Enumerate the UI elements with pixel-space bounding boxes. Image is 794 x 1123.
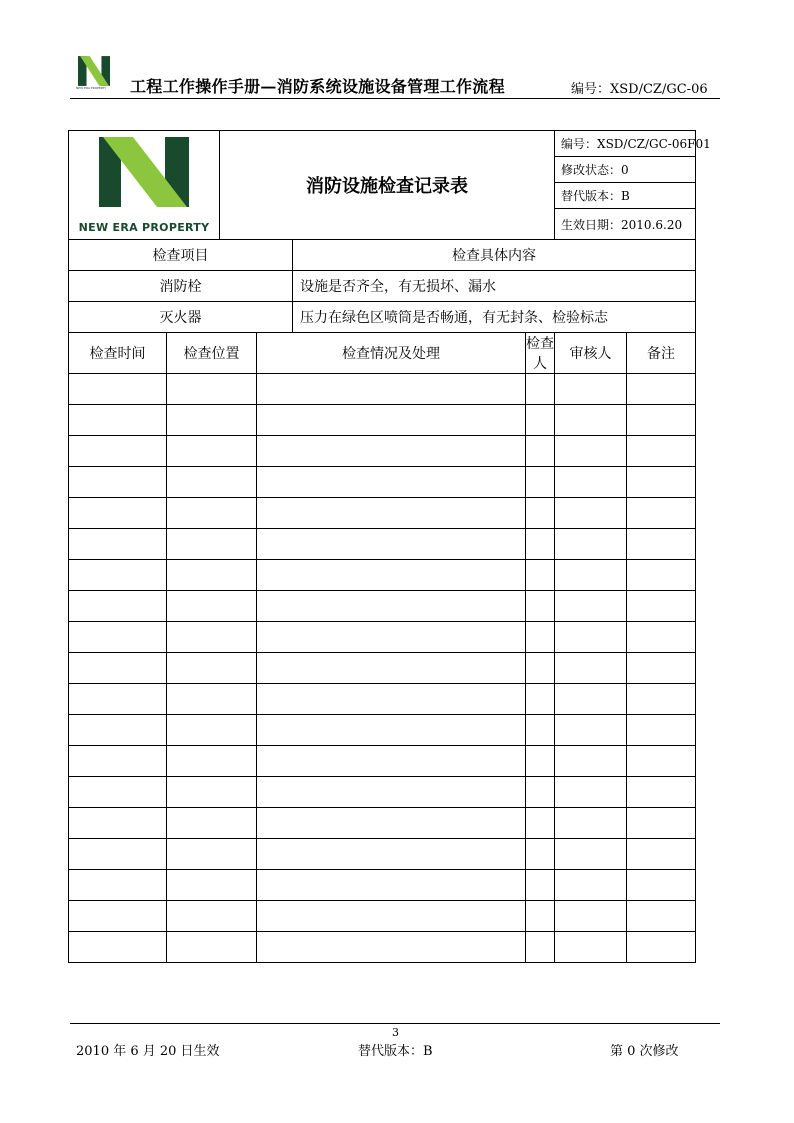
log-cell[interactable]	[257, 715, 526, 746]
log-col-time: 检查时间	[69, 333, 167, 374]
log-row	[69, 498, 696, 529]
log-cell[interactable]	[526, 498, 555, 529]
log-cell[interactable]	[526, 715, 555, 746]
log-cell[interactable]	[69, 839, 167, 870]
item-content: 设施是否齐全，有无损坏、漏水	[293, 271, 696, 302]
log-row	[69, 715, 696, 746]
log-cell[interactable]	[555, 560, 627, 591]
log-cell[interactable]	[526, 436, 555, 467]
log-cell[interactable]	[526, 839, 555, 870]
log-cell[interactable]	[69, 405, 167, 436]
header-code-label: 编号：	[571, 82, 611, 97]
log-cell[interactable]	[555, 777, 627, 808]
header-code	[571, 78, 708, 97]
log-cell[interactable]	[627, 405, 696, 436]
log-cell[interactable]	[257, 653, 526, 684]
log-cell[interactable]	[257, 777, 526, 808]
header-logo	[78, 56, 110, 90]
log-row	[69, 653, 696, 684]
log-cell[interactable]	[167, 622, 257, 653]
log-row	[69, 684, 696, 715]
log-cell[interactable]	[627, 467, 696, 498]
log-cell[interactable]	[257, 839, 526, 870]
log-col-reviewer: 审核人	[555, 333, 627, 374]
log-cell[interactable]	[69, 436, 167, 467]
log-cell[interactable]	[69, 901, 167, 932]
log-row	[69, 405, 696, 436]
log-cell[interactable]	[555, 405, 627, 436]
log-cell[interactable]	[69, 715, 167, 746]
log-cell[interactable]	[257, 901, 526, 932]
fire-inspection-form	[68, 130, 711, 963]
log-cell[interactable]	[627, 622, 696, 653]
header-code-value: XSD/CZ/GC-06	[610, 82, 708, 97]
log-cell[interactable]	[257, 622, 526, 653]
log-cell[interactable]	[257, 932, 526, 963]
log-cell[interactable]	[555, 746, 627, 777]
log-cell[interactable]	[627, 529, 696, 560]
log-row	[69, 560, 696, 591]
log-cell[interactable]	[627, 808, 696, 839]
log-cell[interactable]	[627, 653, 696, 684]
log-cell[interactable]	[69, 653, 167, 684]
log-row	[69, 932, 696, 963]
header-title: 工程工作操作手册—消防系统设施设备管理工作流程	[130, 77, 505, 96]
form-meta-effective-date: 生效日期：2010.6.20	[555, 209, 696, 240]
log-cell[interactable]	[627, 436, 696, 467]
log-cell[interactable]	[526, 808, 555, 839]
log-cell[interactable]	[167, 436, 257, 467]
log-row	[69, 870, 696, 901]
log-cell[interactable]	[69, 498, 167, 529]
log-cell[interactable]	[627, 591, 696, 622]
log-cell[interactable]	[555, 684, 627, 715]
log-cell[interactable]	[526, 622, 555, 653]
items-header-content: 检查具体内容	[293, 240, 696, 271]
log-cell[interactable]	[526, 591, 555, 622]
log-cell[interactable]	[69, 777, 167, 808]
log-row	[69, 591, 696, 622]
log-cell[interactable]	[555, 498, 627, 529]
log-cell[interactable]	[69, 529, 167, 560]
log-cell[interactable]	[167, 684, 257, 715]
footer-page-number: 3	[392, 1026, 399, 1039]
new-era-logo-icon	[99, 137, 189, 207]
log-cell[interactable]	[627, 932, 696, 963]
form-meta-revision: 修改状态：0	[555, 157, 696, 183]
log-cell[interactable]	[167, 839, 257, 870]
log-cell[interactable]	[167, 870, 257, 901]
log-cell[interactable]	[555, 591, 627, 622]
log-cell[interactable]	[257, 746, 526, 777]
log-cell[interactable]	[167, 746, 257, 777]
log-cell[interactable]	[257, 529, 526, 560]
log-cell[interactable]	[167, 808, 257, 839]
log-cell[interactable]	[555, 436, 627, 467]
log-cell[interactable]	[526, 405, 555, 436]
log-cell[interactable]	[167, 374, 257, 405]
log-cell[interactable]	[526, 374, 555, 405]
log-cell[interactable]	[257, 405, 526, 436]
log-row	[69, 839, 696, 870]
log-cell[interactable]	[526, 467, 555, 498]
log-cell[interactable]	[69, 622, 167, 653]
log-cell[interactable]	[627, 839, 696, 870]
log-cell[interactable]	[167, 591, 257, 622]
item-name: 消防栓	[69, 271, 293, 302]
log-cell[interactable]	[627, 715, 696, 746]
footer-version: 替代版本：B	[358, 1044, 433, 1059]
log-cell[interactable]	[555, 901, 627, 932]
log-header-row	[69, 333, 696, 374]
log-cell[interactable]	[555, 932, 627, 963]
footer-effective-date: 2010 年 6 月 20 日生效	[76, 1044, 220, 1059]
item-name: 灭火器	[69, 302, 293, 333]
log-cell[interactable]	[69, 467, 167, 498]
log-col-inspector: 检查人	[526, 333, 555, 374]
log-cell[interactable]	[167, 560, 257, 591]
log-col-remark: 备注	[627, 333, 696, 374]
log-cell[interactable]	[526, 777, 555, 808]
log-body	[69, 374, 696, 963]
header-logo-text: NEW ERA PROPERTY	[76, 86, 107, 90]
log-cell[interactable]	[69, 591, 167, 622]
log-cell[interactable]	[526, 560, 555, 591]
log-cell[interactable]	[526, 870, 555, 901]
log-cell[interactable]	[69, 932, 167, 963]
log-row	[69, 467, 696, 498]
log-cell[interactable]	[69, 870, 167, 901]
log-row	[69, 777, 696, 808]
log-cell[interactable]	[627, 498, 696, 529]
log-cell[interactable]	[167, 777, 257, 808]
log-cell[interactable]	[69, 684, 167, 715]
log-cell[interactable]	[167, 715, 257, 746]
log-col-location: 检查位置	[167, 333, 257, 374]
log-cell[interactable]	[257, 498, 526, 529]
log-row	[69, 529, 696, 560]
log-cell[interactable]	[167, 653, 257, 684]
log-cell[interactable]	[69, 560, 167, 591]
log-cell[interactable]	[627, 870, 696, 901]
log-cell[interactable]	[555, 870, 627, 901]
form-logo-text: NEW ERA PROPERTY	[78, 221, 210, 234]
log-row	[69, 436, 696, 467]
form-title: 消防设施检查记录表	[220, 131, 555, 240]
log-cell[interactable]	[627, 374, 696, 405]
log-cell[interactable]	[69, 808, 167, 839]
log-row	[69, 746, 696, 777]
log-cell[interactable]	[627, 777, 696, 808]
new-era-logo-icon	[78, 56, 110, 86]
header-divider	[70, 98, 720, 99]
log-cell[interactable]	[257, 684, 526, 715]
log-cell[interactable]	[555, 839, 627, 870]
log-cell[interactable]	[627, 746, 696, 777]
log-cell[interactable]	[627, 684, 696, 715]
log-cell[interactable]	[555, 715, 627, 746]
footer-divider	[70, 1023, 720, 1024]
log-cell[interactable]	[526, 529, 555, 560]
form-meta-code: 编号：XSD/CZ/GC-06F01	[555, 131, 696, 157]
log-cell[interactable]	[555, 653, 627, 684]
log-cell[interactable]	[257, 591, 526, 622]
log-cell[interactable]	[555, 622, 627, 653]
log-cell[interactable]	[167, 932, 257, 963]
footer-revision: 第 0 次修改	[610, 1044, 679, 1059]
log-cell[interactable]	[257, 436, 526, 467]
log-cell[interactable]	[526, 653, 555, 684]
log-row	[69, 622, 696, 653]
log-cell[interactable]	[167, 405, 257, 436]
form-logo	[69, 135, 219, 235]
log-cell[interactable]	[627, 901, 696, 932]
items-header-item: 检查项目	[69, 240, 293, 271]
log-row	[69, 901, 696, 932]
form-meta-replace-version: 替代版本：B	[555, 183, 696, 209]
log-cell[interactable]	[69, 746, 167, 777]
log-col-situation: 检查情况及处理	[257, 333, 526, 374]
item-content: 压力在绿色区喷筒是否畅通，有无封条、检验标志	[293, 302, 696, 333]
form-logo-cell	[69, 131, 220, 240]
log-cell[interactable]	[555, 467, 627, 498]
log-cell[interactable]	[555, 374, 627, 405]
log-cell[interactable]	[167, 901, 257, 932]
log-cell[interactable]	[526, 932, 555, 963]
log-cell[interactable]	[257, 870, 526, 901]
log-cell[interactable]	[526, 746, 555, 777]
log-cell[interactable]	[167, 498, 257, 529]
log-cell[interactable]	[526, 901, 555, 932]
log-row	[69, 374, 696, 405]
log-cell[interactable]	[627, 560, 696, 591]
log-cell[interactable]	[257, 560, 526, 591]
log-cell[interactable]	[257, 808, 526, 839]
log-row	[69, 808, 696, 839]
log-cell[interactable]	[526, 684, 555, 715]
log-cell[interactable]	[167, 529, 257, 560]
log-cell[interactable]	[555, 529, 627, 560]
log-cell[interactable]	[167, 467, 257, 498]
log-cell[interactable]	[69, 374, 167, 405]
log-cell[interactable]	[555, 808, 627, 839]
log-cell[interactable]	[257, 467, 526, 498]
log-cell[interactable]	[257, 374, 526, 405]
